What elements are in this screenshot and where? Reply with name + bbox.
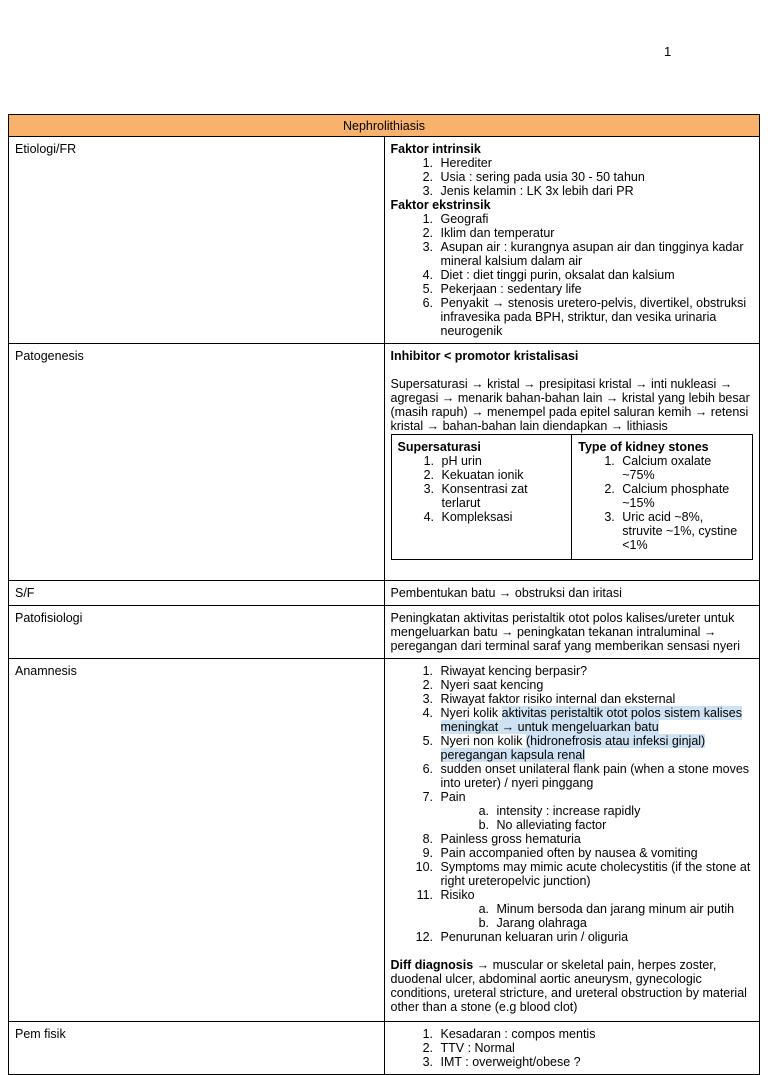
supersaturasi-cell	[391, 435, 572, 560]
list-item: 9. Pain accompanied often by nausea & vomiting	[437, 846, 754, 860]
list-item: 1. pH urin	[438, 454, 566, 468]
sub-list-item: b. Jarang olahraga	[493, 916, 754, 930]
page-number: 1	[664, 44, 672, 59]
intrinsik-heading: Faktor intrinsik	[390, 142, 481, 156]
list-item: 12. Penurunan keluaran urin / oliguria	[437, 930, 754, 944]
patogenesis-text: Supersaturasi → kristal → presipitasi kristal → inti nukleasi → agregasi → menarik bahan-bahan lain → kristal yang lebih besar (masih rapuh) → menempel pada epitel saluran kemih → retensi kristal → bahan-bahan lain diendapkan → lithiasis	[390, 377, 750, 433]
list-item: 6. Penyakit → stenosis uretero-pelvis, divertikel, obstruksi infravesika pada BPH, striktur, dan vesika urinaria neurogenik	[437, 296, 754, 338]
label-etiologi: Etiologi/FR	[9, 137, 385, 344]
content-patofisiologi: Peningkatan aktivitas peristaltik otot polos kalises/ureter untuk mengeluarkan batu → peningkatan tekanan intraluminal → peregangan dari terminal saraf yang memberikan sensasi nyeri	[384, 606, 760, 659]
list-item: 1. Kesadaran : compos mentis	[437, 1027, 754, 1041]
list-item: 4. Kompleksasi	[438, 510, 566, 524]
highlighted-text: (hidronefrosis atau infeksi ginjal) peregangan kapsula renal	[440, 734, 706, 762]
list-item: 2. TTV : Normal	[437, 1041, 754, 1055]
pem-fisik-list	[391, 1027, 754, 1069]
label-patogenesis: Patogenesis	[9, 344, 385, 581]
intrinsik-list	[391, 156, 754, 198]
supersaturasi-heading: Supersaturasi	[397, 440, 481, 454]
stones-list	[578, 454, 746, 552]
list-item: 4. Diet : diet tinggi purin, oksalat dan kalsium	[437, 268, 754, 282]
stones-cell	[572, 435, 753, 560]
stones-heading: Type of kidney stones	[578, 440, 709, 454]
row-patofisiologi	[9, 606, 760, 659]
patogenesis-heading: Inhibitor < promotor kristalisasi	[390, 349, 579, 363]
label-sf: S/F	[9, 581, 385, 606]
list-item	[437, 706, 754, 734]
supersaturasi-list	[398, 454, 566, 524]
list-item: 6. sudden onset unilateral flank pain (when a stone moves into ureter) / nyeri pinggang	[437, 762, 754, 790]
list-item: 3. Asupan air : kurangnya asupan air dan tingginya kadar mineral kalsium dalam air	[437, 240, 754, 268]
item-text: Risiko	[440, 888, 475, 902]
pain-sublist	[441, 804, 754, 832]
content-pem-fisik	[384, 1022, 760, 1075]
ekstrinsik-list	[391, 212, 754, 338]
list-item: 8. Painless gross hematuria	[437, 832, 754, 846]
nephrolithiasis-table	[8, 114, 760, 1075]
list-item	[437, 734, 754, 762]
list-item: 10. Symptoms may mimic acute cholecystitis (if the stone at right ureteropelvic junction)	[437, 860, 754, 888]
diff-label: Diff diagnosis	[390, 958, 474, 972]
label-pem-fisik: Pem fisik	[9, 1022, 385, 1075]
table-title: Nephrolithiasis	[9, 115, 760, 137]
anamnesis-list	[391, 664, 754, 944]
label-patofisiologi: Patofisiologi	[9, 606, 385, 659]
item-prefix: Nyeri non kolik	[440, 734, 526, 748]
label-anamnesis: Anamnesis	[9, 659, 385, 1022]
patogenesis-inner-table	[391, 434, 754, 560]
sub-list-item: a. intensity : increase rapidly	[493, 804, 754, 818]
list-item: 1. Riwayat kencing berpasir?	[437, 664, 754, 678]
list-item: 3. Uric acid ~8%, struvite ~1%, cystine <1%	[618, 510, 746, 552]
row-etiologi	[9, 137, 760, 344]
content-patogenesis	[384, 344, 760, 581]
ekstrinsik-heading: Faktor ekstrinsik	[390, 198, 491, 212]
list-item: 1. Geografi	[437, 212, 754, 226]
list-item: 2. Nyeri saat kencing	[437, 678, 754, 692]
row-patogenesis	[9, 344, 760, 581]
sub-list-item: a. Minum bersoda dan jarang minum air putih	[493, 902, 754, 916]
list-item: 3. IMT : overweight/obese ?	[437, 1055, 754, 1069]
risiko-sublist	[441, 902, 754, 930]
item-prefix: Nyeri kolik	[440, 706, 502, 720]
list-item: 5. Pekerjaan : sedentary life	[437, 282, 754, 296]
list-item: 2. Usia : sering pada usia 30 - 50 tahun	[437, 170, 754, 184]
list-item: 1. Herediter	[437, 156, 754, 170]
list-item	[437, 790, 754, 832]
diff-diagnosis	[391, 958, 754, 1014]
list-item: 2. Kekuatan ionik	[438, 468, 566, 482]
list-item: 3. Jenis kelamin : LK 3x lebih dari PR	[437, 184, 754, 198]
row-pem-fisik	[9, 1022, 760, 1075]
highlighted-text: aktivitas peristaltik otot polos sistem kalises meningkat → untuk mengeluarkan batu	[440, 706, 742, 734]
list-item: 1. Calcium oxalate ~75%	[618, 454, 746, 482]
list-item	[437, 888, 754, 930]
content-etiologi	[384, 137, 760, 344]
item-text: Pain	[440, 790, 466, 804]
list-item: 3. Riwayat faktor risiko internal dan eksternal	[437, 692, 754, 706]
row-sf	[9, 581, 760, 606]
diff-text: → muscular or skeletal pain, herpes zoster, duodenal ulcer, abdominal aortic aneurysm, gynecologic conditions, ureteral stricture, and ureteral obstruction by material other than a stone (e.g blood clot)	[390, 958, 747, 1014]
content-sf: Pembentukan batu → obstruksi dan iritasi	[384, 581, 760, 606]
list-item: 2. Iklim dan temperatur	[437, 226, 754, 240]
row-anamnesis	[9, 659, 760, 1022]
list-item: 3. Konsentrasi zat terlarut	[438, 482, 566, 510]
sub-list-item: b. No alleviating factor	[493, 818, 754, 832]
content-anamnesis	[384, 659, 760, 1022]
list-item: 2. Calcium phosphate ~15%	[618, 482, 746, 510]
